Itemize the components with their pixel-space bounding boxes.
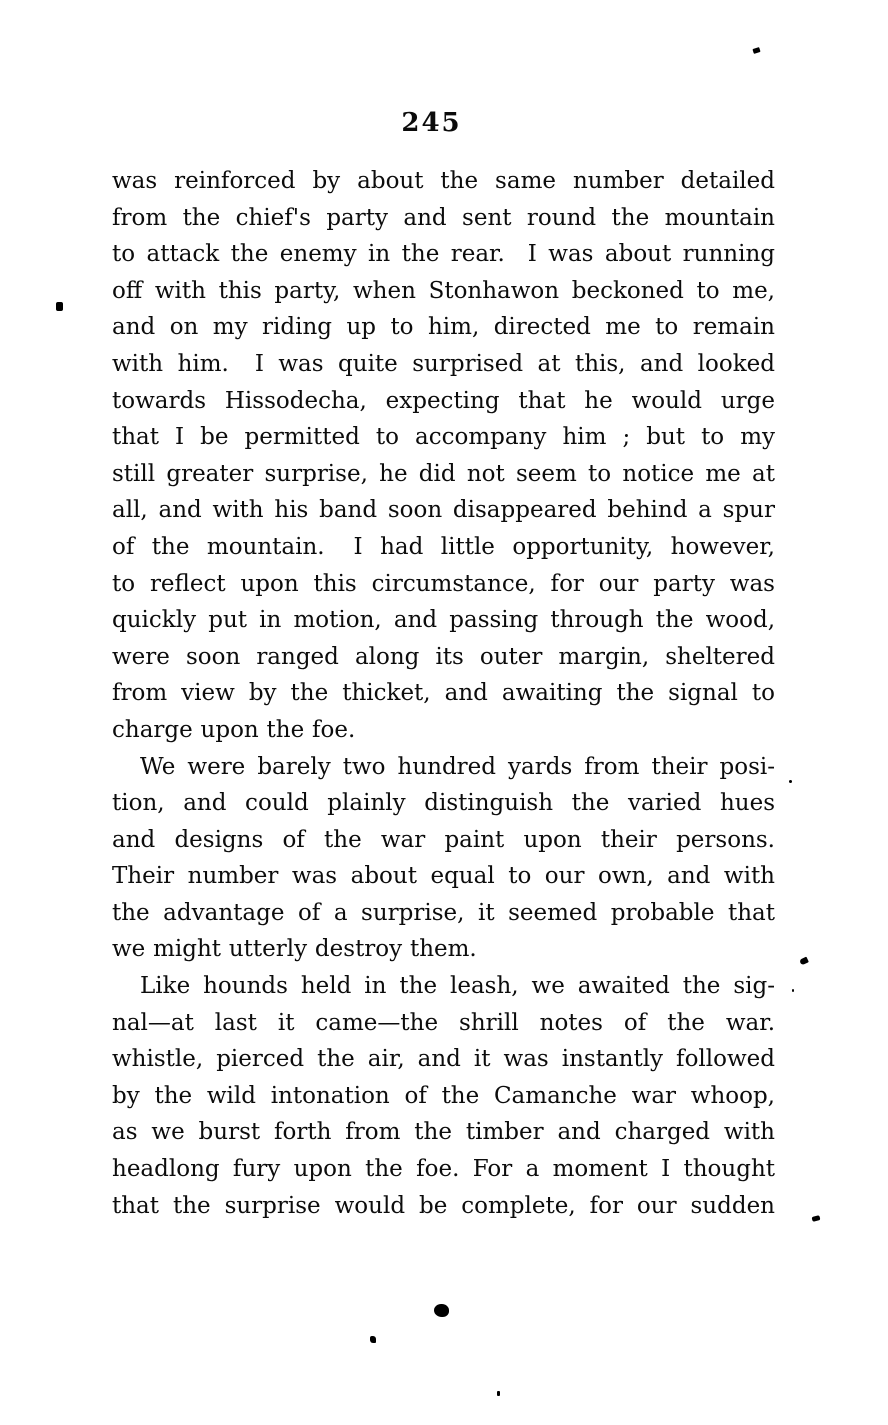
text-line: of the mountain. I had little opportunity, however, bbox=[112, 533, 775, 560]
ink-speck bbox=[789, 780, 792, 783]
ink-speck bbox=[752, 47, 760, 54]
text-line: with him. I was quite surprised at this, and looked bbox=[112, 350, 775, 377]
page-number: 245 bbox=[401, 108, 462, 138]
text-line: from the chief's party and sent round the mountain bbox=[112, 204, 775, 231]
text-line: was reinforced by about the same number detailed bbox=[112, 168, 775, 194]
text-line: still greater surprise, he did not seem to notice me at bbox=[112, 460, 775, 487]
text-line: and designs of the war paint upon their persons. bbox=[112, 826, 775, 853]
ink-speck bbox=[792, 989, 794, 992]
text-line: headlong fury upon the foe. For a moment I thought bbox=[112, 1156, 775, 1183]
paragraph bbox=[112, 968, 775, 1224]
ink-speck bbox=[497, 1391, 500, 1396]
text-line: nal—at last it came—the shrill notes of the war. bbox=[112, 1009, 775, 1036]
text-line: that I be permitted to accompany him ; but to my bbox=[112, 424, 775, 451]
ink-speck bbox=[370, 1336, 376, 1343]
text-line: tion, and could plainly distinguish the varied hues bbox=[112, 790, 775, 817]
text-line: all, and with his band soon disappeared behind a spur bbox=[112, 497, 775, 524]
text-line: to reflect upon this circumstance, for our party was bbox=[112, 570, 775, 597]
text-line: charge upon the foe. bbox=[112, 716, 356, 743]
text-line: as we burst forth from the timber and charged with bbox=[112, 1119, 775, 1146]
text-line: Their number was about equal to our own, and with bbox=[112, 863, 775, 890]
text-line: by the wild intonation of the Camanche war whoop, bbox=[112, 1082, 775, 1109]
text-line: towards Hissodecha, expecting that he would urge bbox=[112, 387, 775, 414]
text-line: We were barely two hundred yards from their posi- bbox=[140, 753, 775, 780]
paragraph bbox=[112, 749, 775, 969]
ink-speck bbox=[811, 1215, 820, 1222]
text-line: Like hounds held in the leash, we awaited the sig- bbox=[140, 973, 775, 1000]
ink-speck bbox=[56, 302, 63, 311]
paragraph bbox=[112, 163, 775, 749]
text-block bbox=[112, 163, 775, 1224]
text-line: that the surprise would be complete, for our sudden bbox=[112, 1192, 775, 1219]
ink-blot bbox=[434, 1304, 449, 1317]
text-line: to attack the enemy in the rear. I was about running bbox=[112, 241, 775, 268]
text-line: whistle, pierced the air, and it was instantly followed bbox=[112, 1046, 775, 1073]
text-line: the advantage of a surprise, it seemed probable that bbox=[112, 899, 775, 926]
ink-speck bbox=[799, 957, 809, 966]
text-line: were soon ranged along its outer margin, sheltered bbox=[112, 643, 775, 670]
text-line: and on my riding up to him, directed me to remain bbox=[112, 314, 775, 341]
text-line: from view by the thicket, and awaiting the signal to bbox=[112, 680, 775, 707]
text-line: off with this party, when Stonhawon beckoned to me, bbox=[112, 277, 775, 304]
text-line: we might utterly destroy them. bbox=[112, 936, 477, 963]
text-line: quickly put in motion, and passing through the wood, bbox=[112, 607, 775, 634]
